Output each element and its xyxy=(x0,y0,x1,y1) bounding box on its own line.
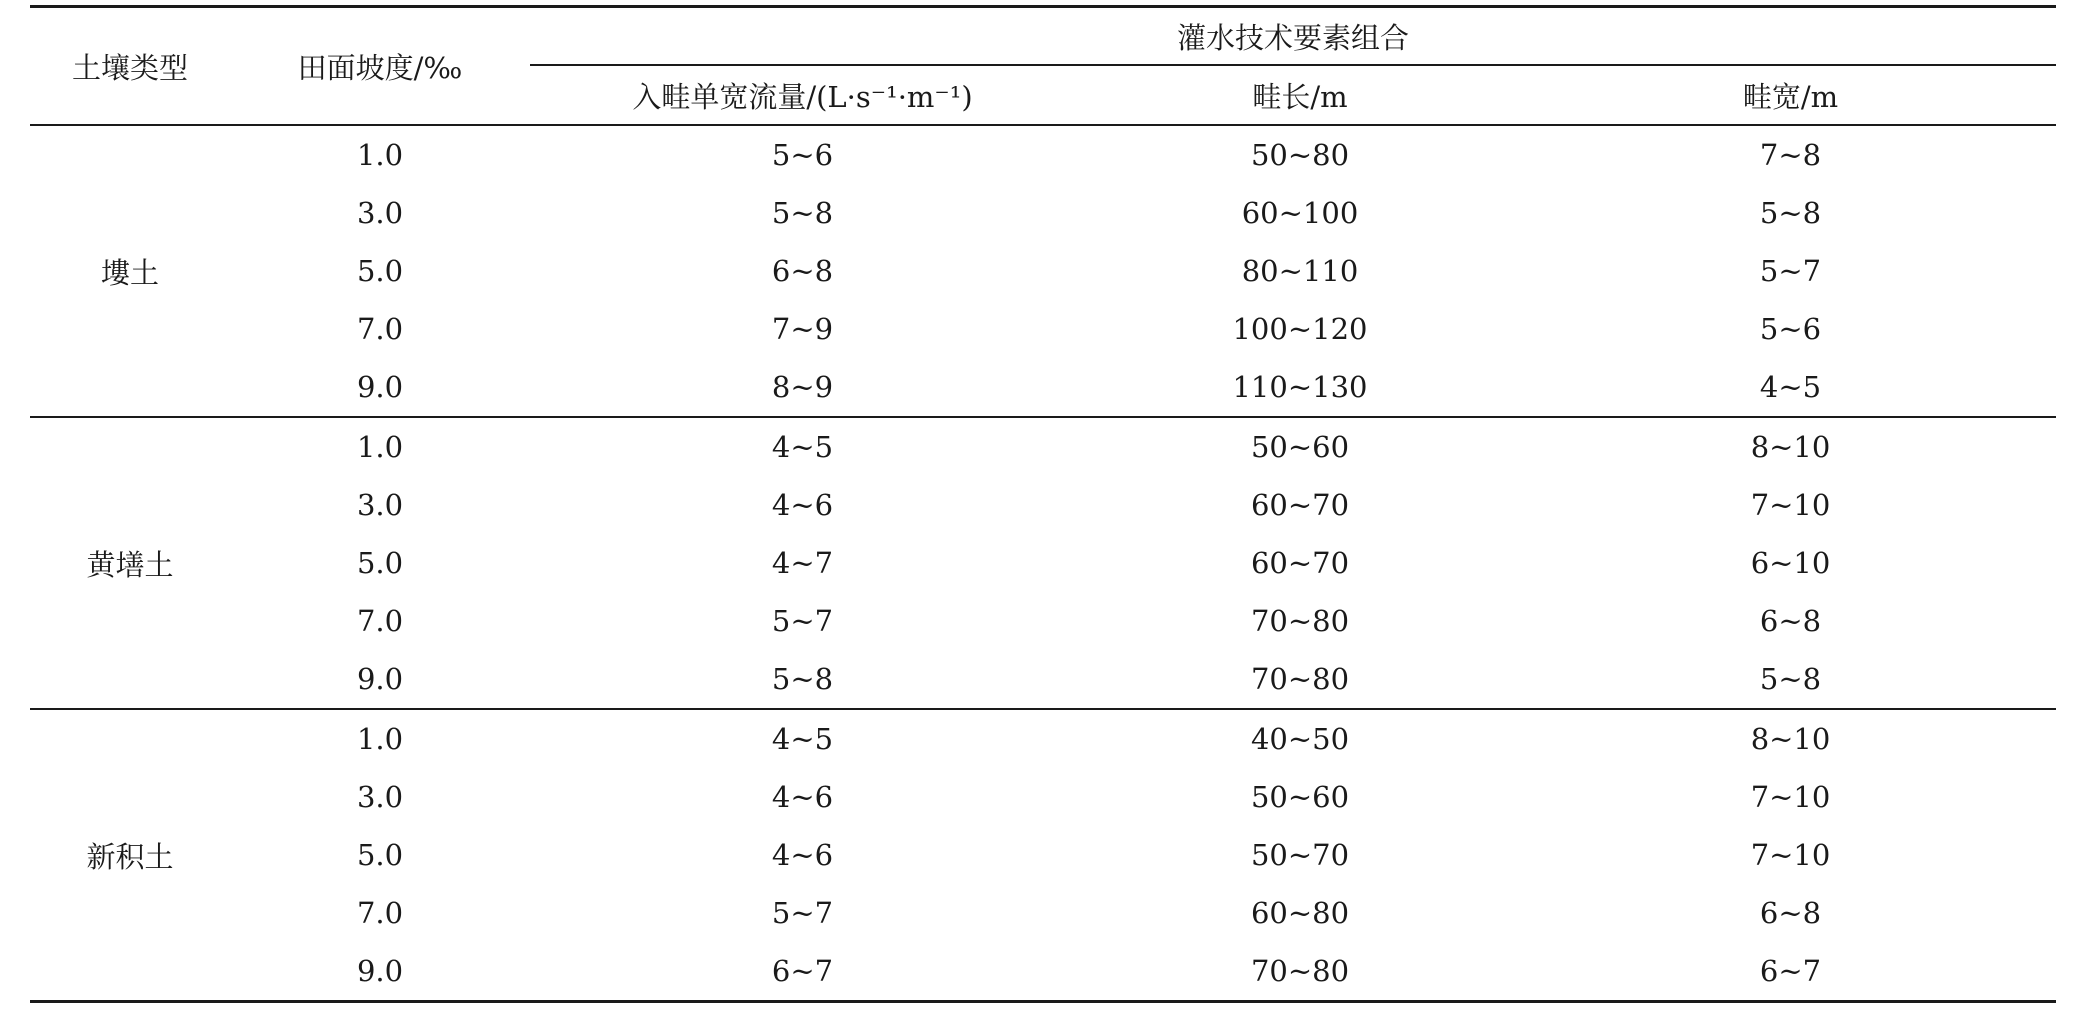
table-row xyxy=(30,650,2056,709)
length-cell: 60~100 xyxy=(1241,196,1359,230)
header-slope: 田面坡度/‰ xyxy=(230,7,530,126)
flow-cell: 4~5 xyxy=(530,709,1075,768)
length-cell: 50~80 xyxy=(1250,138,1350,172)
width-cell: 4~5 xyxy=(1759,370,1822,404)
flow-cell: 7~9 xyxy=(771,312,834,346)
width-cell: 7~10 xyxy=(1750,488,1831,522)
width-cell: 5~6 xyxy=(1759,312,1822,346)
slope-cell: 5.0 xyxy=(356,254,404,288)
slope-cell: 3.0 xyxy=(356,488,404,522)
flow-cell: 5~8 xyxy=(771,196,834,230)
table-row xyxy=(30,476,2056,534)
length-cell: 110~130 xyxy=(1232,370,1368,404)
header-border-width: 畦宽/m xyxy=(1525,65,2056,125)
slope-cell: 9.0 xyxy=(356,662,404,696)
length-cell: 70~80 xyxy=(1250,604,1350,638)
header-border-length: 畦长/m xyxy=(1075,65,1525,125)
length-cell: 50~60 xyxy=(1075,417,1525,476)
soil-type-cell: 塿土 xyxy=(100,255,159,290)
flow-cell: 5~8 xyxy=(771,662,834,696)
soil-type-cell: 新积土 xyxy=(30,709,230,1002)
width-cell: 6~8 xyxy=(1759,604,1822,638)
table-row xyxy=(30,592,2056,650)
flow-cell: 6~8 xyxy=(771,254,834,288)
table-row xyxy=(30,942,2056,1002)
flow-cell: 4~6 xyxy=(771,488,834,522)
slope-cell: 7.0 xyxy=(356,604,404,638)
slope-cell: 1.0 xyxy=(356,138,404,172)
table-row xyxy=(30,417,2056,476)
slope-cell: 7.0 xyxy=(356,312,404,346)
header-soil-type: 土壤类型 xyxy=(30,7,230,126)
table-header xyxy=(30,7,2056,126)
table-row xyxy=(30,768,2056,826)
header-technique-group: 灌水技术要素组合 xyxy=(530,7,2056,66)
table-row xyxy=(30,884,2056,942)
soil-type-cell: 黄墡土 xyxy=(30,417,230,709)
slope-cell: 7.0 xyxy=(356,896,404,930)
slope-cell: 5.0 xyxy=(356,546,404,580)
table-row xyxy=(30,184,2056,242)
width-cell: 8~10 xyxy=(1525,417,2056,476)
table-row xyxy=(30,534,2056,592)
flow-cell: 4~6 xyxy=(771,838,834,872)
group-lou-soil xyxy=(30,125,2056,417)
length-cell: 100~120 xyxy=(1232,312,1368,346)
length-cell: 60~80 xyxy=(1250,896,1350,930)
slope-cell: 9.0 xyxy=(230,942,530,1002)
slope-cell: 9.0 xyxy=(356,370,404,404)
header-unit-flow: 入畦单宽流量/(L·s⁻¹·m⁻¹) xyxy=(530,65,1075,125)
length-cell: 50~70 xyxy=(1250,838,1350,872)
width-cell: 7~10 xyxy=(1750,780,1831,814)
length-cell: 50~60 xyxy=(1250,780,1350,814)
flow-cell: 8~9 xyxy=(771,370,834,404)
flow-cell: 5~7 xyxy=(771,604,834,638)
slope-cell: 3.0 xyxy=(356,196,404,230)
table-row xyxy=(30,300,2056,358)
flow-cell: 4~6 xyxy=(771,780,834,814)
length-cell: 70~80 xyxy=(1250,662,1350,696)
width-cell: 6~8 xyxy=(1759,896,1822,930)
irrigation-table-container xyxy=(30,5,2056,1003)
length-cell: 60~70 xyxy=(1250,546,1350,580)
table-row xyxy=(30,709,2056,768)
group-xinji-soil xyxy=(30,709,2056,1002)
width-cell: 8~10 xyxy=(1525,709,2056,768)
slope-cell: 1.0 xyxy=(230,417,530,476)
group-huangshan-soil xyxy=(30,417,2056,709)
slope-cell: 3.0 xyxy=(356,780,404,814)
length-cell: 60~70 xyxy=(1250,488,1350,522)
width-cell: 5~8 xyxy=(1759,196,1822,230)
length-cell: 70~80 xyxy=(1075,942,1525,1002)
flow-cell: 5~6 xyxy=(771,138,834,172)
irrigation-parameters-table xyxy=(30,5,2056,1003)
flow-cell: 4~7 xyxy=(771,546,834,580)
length-cell: 40~50 xyxy=(1075,709,1525,768)
table-row xyxy=(30,242,2056,300)
width-cell: 6~10 xyxy=(1750,546,1831,580)
slope-cell: 1.0 xyxy=(230,709,530,768)
width-cell: 7~10 xyxy=(1750,838,1831,872)
table-row xyxy=(30,826,2056,884)
width-cell: 5~7 xyxy=(1759,254,1822,288)
table-row xyxy=(30,125,2056,184)
flow-cell: 5~7 xyxy=(771,896,834,930)
flow-cell: 6~7 xyxy=(530,942,1075,1002)
length-cell: 80~110 xyxy=(1241,254,1359,288)
width-cell: 7~8 xyxy=(1759,138,1822,172)
width-cell: 5~8 xyxy=(1759,662,1822,696)
width-cell: 6~7 xyxy=(1525,942,2056,1002)
slope-cell: 5.0 xyxy=(356,838,404,872)
table-row xyxy=(30,358,2056,417)
flow-cell: 4~5 xyxy=(530,417,1075,476)
